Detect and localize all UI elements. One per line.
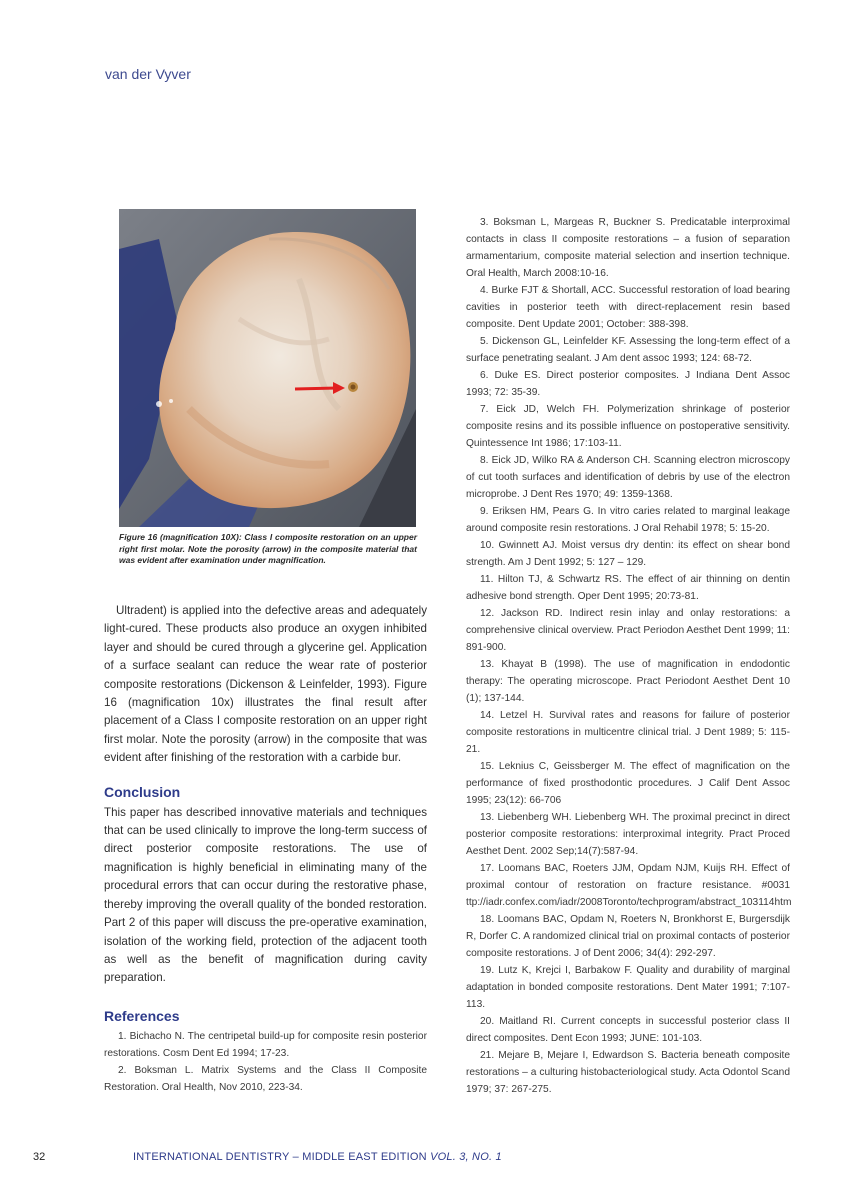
conclusion-text: This paper has described innovative materials and techniques that can be used clinically to improve the long-term success of direct posterior composite restorations. The use of magnification is highly beneficial in eliminating many of the procedural errors that can occur during the restorative phase, thereby improving the overall quality of the bonded restoration. Part 2 of this paper will discuss the pre-operative examination, isolation of the working field, protection of the adjacent tooth as well as the benefit of magnification during cavity preparation. [104,805,427,985]
journal-footer [133,1151,502,1163]
reference-item: 15. Leknius C, Geissberger M. The effect of magnification on the performance of fixed prosthodontic procedures. J Calif Dent Assoc 1995; 23(12): 66-706 [466,761,790,806]
left-column [104,602,427,1096]
reference-item: 3. Boksman L, Margeas R, Buckner S. Predicatable interproximal contacts in class II composite restorations – a fusion of separation armamentarium, composite material selection and insertion technique. Oral Health, March 2008:10-16. [466,217,790,279]
journal-title: INTERNATIONAL DENTISTRY – MIDDLE EAST EDITION [133,1151,427,1163]
reference-item: 10. Gwinnett AJ. Moist versus dry dentin: its effect on shear bond strength. Am J Dent 1992; 5: 127 – 129. [466,540,790,568]
journal-volume: VOL. 3, NO. 1 [430,1151,502,1163]
reference-item: 5. Dickenson GL, Leinfelder KF. Assessing the long-term effect of a surface penetrating sealant. J Am dent assoc 1993; 124: 68-72. [466,336,790,364]
reference-item: 18. Loomans BAC, Opdam N, Roeters N, Bronkhorst E, Burgersdijk R, Dorfer C. A randomized clinical trial on proximal contacts of posterior composite restorations. J of Dent 2006; 34(4): 292-297. [466,914,790,959]
reference-item: 6. Duke ES. Direct posterior composites. J Indiana Dent Assoc 1993; 72: 35-39. [466,370,790,398]
reference-item: 8. Eick JD, Wilko RA & Anderson CH. Scanning electron microscopy of cut tooth surfaces and identification of debris by use of the electron microprobe. J Dent Res 1970; 49: 1359-1368. [466,455,790,500]
references-heading: References [104,1007,180,1024]
reference-item: 19. Lutz K, Krejci I, Barbakow F. Quality and durability of marginal adaptation in bonded composite restorations. Dent Mater 1991; 7:107-113. [466,965,790,1010]
reference-item: 14. Letzel H. Survival rates and reasons for failure of posterior composite restorations in multicentre clinical trial. J Dent 1989; 5: 115-21. [466,710,790,755]
reference-item: 13. Liebenberg WH. Liebenberg WH. The proximal precinct in direct posterior composite restorations: interproximal integrity. Pract Proced Aesthet Dent. 2002 Sep;14(7):587-94. [466,812,790,857]
conclusion-heading: Conclusion [104,783,181,800]
reference-item: 13. Khayat B (1998). The use of magnification in endodontic therapy: The operating microscope. Pract Periodont Aesthet Dent 10 (1); 137-144. [466,659,790,704]
figure-16-photo [119,209,416,527]
figure-caption: Figure 16 (magnification 10X): Class I composite restoration on an upper right first molar. Note the porosity (arrow) in the composite material that was evident after examination under magnification. [119,532,417,565]
body-paragraph: Ultradent) is applied into the defective areas and adequately light-cured. These products also produce an oxygen inhibited layer and should be cured through a glycerine gel. Application of a surface sealant can reduce the wear rate of posterior composite restorations (Dickenson & Leinfelder, 1993). Figure 16 (magnification 10x) illustrates the final result after placement of a Class I composite restoration on an upper right first molar. Note the porosity (arrow) in the composite that was evident after finishing of the restoration with a carbide bur. [104,604,427,765]
reference-item: 12. Jackson RD. Indirect resin inlay and onlay restorations: a comprehensive clinical overview. Pract Periodon Aesthet Dent 1999; 11: 891-900. [466,608,790,653]
reference-item: 2. Boksman L. Matrix Systems and the Class II Composite Restoration. Oral Health, Nov 2010, 223-34. [104,1064,427,1093]
reference-list-left [104,1028,427,1096]
reference-item: 4. Burke FJT & Shortall, ACC. Successful restoration of load bearing cavities in posterior teeth with direct-replacement resin based composite. Dent Update 2001; October: 388-398. [466,285,790,330]
reference-item: 21. Mejare B, Mejare I, Edwardson S. Bacteria beneath composite restorations – a culturing histobacteriological study. Acta Odontol Scand 1979; 37: 267-275. [466,1050,790,1095]
reference-item: 17. Loomans BAC, Roeters JJM, Opdam NJM, Kuijs RH. Effect of proximal contour of restoration on fracture resistance. #0031 ttp://iadr.confex.com/iadr/2008Toronto/techprogram/abstract_103114htm [466,863,792,908]
reference-item: 9. Eriksen HM, Pears G. In vitro caries related to marginal leakage around composite resin restorations. J Oral Rehabil 1978; 5: 15-20. [466,506,790,534]
running-head: van der Vyver [105,66,191,82]
right-column [466,214,790,1098]
reference-list-right [466,214,790,1098]
reference-item: 1. Bichacho N. The centripetal build-up for composite resin posterior restorations. Cosm Dent Ed 1994; 17-23. [104,1030,427,1059]
reference-item: 7. Eick JD, Welch FH. Polymerization shrinkage of posterior composite resins and its possible influence on postoperative sensitivity. Quintessence Int 1986; 17:103-11. [466,404,790,449]
reference-item: 20. Maitland RI. Current concepts in successful posterior class II direct composites. Dent Econ 1993; JUNE: 101-103. [466,1016,790,1044]
reference-item: 11. Hilton TJ, & Schwartz RS. The effect of air thinning on dentin adhesive bond strength. Oper Dent 1995; 20:73-81. [466,574,790,602]
page-number: 32 [33,1151,46,1163]
